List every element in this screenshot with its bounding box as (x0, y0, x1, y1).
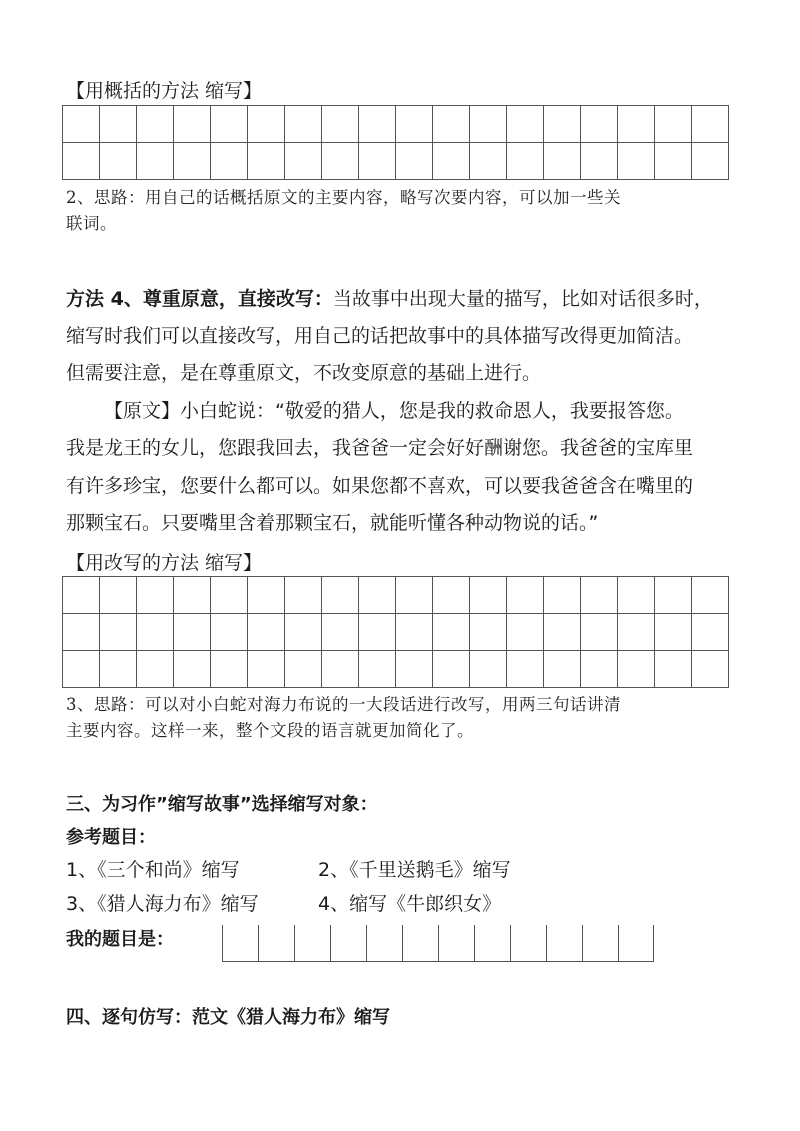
grid-cell[interactable] (248, 614, 285, 651)
grid-cell[interactable] (63, 651, 100, 688)
grid-cell[interactable] (692, 143, 729, 180)
grid-cell[interactable] (359, 577, 396, 614)
grid-cell[interactable] (211, 106, 248, 143)
grid-cell[interactable] (322, 651, 359, 688)
grid-cell[interactable] (322, 143, 359, 180)
grid-cell[interactable] (285, 143, 322, 180)
grid-cell[interactable] (544, 143, 581, 180)
original-text-line-4: 那颗宝石。只要嘴里含着那颗宝石，就能听懂各种动物说的话。” (66, 512, 599, 534)
grid-cell[interactable] (100, 651, 137, 688)
grid-cell[interactable] (285, 614, 322, 651)
summary-tip-line-2: 联词。 (66, 214, 117, 233)
grid-cell[interactable] (174, 143, 211, 180)
grid-cell[interactable] (507, 614, 544, 651)
method4-line-1 (66, 284, 713, 311)
grid-cell[interactable] (618, 143, 655, 180)
grid-cell[interactable] (137, 651, 174, 688)
grid-cell[interactable] (211, 577, 248, 614)
writing-grid-summary[interactable] (62, 105, 729, 180)
my-topic-label: 我的题目是： (66, 929, 174, 950)
grid-cell[interactable] (470, 143, 507, 180)
grid-cell[interactable] (366, 925, 402, 961)
section3-title: 三、为习作”缩写故事”选择缩写对象： (66, 794, 378, 815)
rewrite-method-heading: 【用改写的方法 缩写】 (66, 552, 263, 574)
grid-cell[interactable] (474, 925, 510, 961)
grid-cell[interactable] (137, 614, 174, 651)
method4-line-1-text: 当故事中出现大量的描写，比如对话很多时， (332, 288, 713, 310)
grid-cell[interactable] (63, 106, 100, 143)
grid-cell[interactable] (258, 925, 294, 961)
grid-cell[interactable] (396, 143, 433, 180)
grid-cell[interactable] (507, 106, 544, 143)
grid-cell[interactable] (618, 106, 655, 143)
method4-line-3: 但需要注意，是在尊重原文，不改变原意的基础上进行。 (66, 362, 542, 384)
grid-cell[interactable] (285, 577, 322, 614)
summary-method-heading: 【用概括的方法 缩写】 (66, 80, 263, 102)
grid-row (63, 106, 729, 143)
grid-cell[interactable] (174, 614, 211, 651)
grid-cell[interactable] (359, 143, 396, 180)
grid-cell[interactable] (285, 106, 322, 143)
reference-topics-label: 参考题目： (66, 827, 156, 848)
grid-row (63, 143, 729, 180)
grid-cell[interactable] (544, 614, 581, 651)
grid-cell[interactable] (137, 143, 174, 180)
grid-cell[interactable] (248, 106, 285, 143)
method4-label: 方法 4、尊重原意，直接改写： (66, 288, 333, 310)
grid-cell[interactable] (582, 925, 618, 961)
topic-4: 4、缩写《牛郎织女》 (318, 893, 502, 915)
grid-cell[interactable] (100, 143, 137, 180)
grid-cell[interactable] (359, 614, 396, 651)
grid-cell[interactable] (433, 614, 470, 651)
grid-cell[interactable] (174, 577, 211, 614)
grid-cell[interactable] (222, 925, 258, 961)
grid-cell[interactable] (322, 106, 359, 143)
grid-cell[interactable] (433, 143, 470, 180)
grid-cell[interactable] (248, 577, 285, 614)
grid-cell[interactable] (655, 143, 692, 180)
grid-row (63, 651, 729, 688)
grid-cell[interactable] (285, 651, 322, 688)
grid-row (63, 577, 729, 614)
grid-cell[interactable] (544, 651, 581, 688)
grid-cell[interactable] (63, 614, 100, 651)
grid-cell[interactable] (618, 614, 655, 651)
section4-title: 四、逐句仿写：范文《猎人海力布》缩写 (66, 1007, 390, 1028)
original-text-line-1: 【原文】小白蛇说：“敬爱的猎人，您是我的救命恩人，我要报答您。 (104, 400, 684, 422)
grid-cell[interactable] (211, 143, 248, 180)
topic-1: 1、《三个和尚》缩写 (66, 859, 240, 881)
grid-cell[interactable] (100, 106, 137, 143)
writing-grid-rewrite[interactable] (62, 576, 729, 688)
grid-cell[interactable] (396, 651, 433, 688)
grid-cell[interactable] (692, 651, 729, 688)
grid-cell[interactable] (544, 106, 581, 143)
grid-cell[interactable] (433, 577, 470, 614)
grid-cell[interactable] (330, 925, 366, 961)
grid-cell[interactable] (692, 106, 729, 143)
grid-cell[interactable] (100, 577, 137, 614)
grid-cell[interactable] (137, 577, 174, 614)
grid-cell[interactable] (63, 143, 100, 180)
grid-cell[interactable] (510, 925, 546, 961)
grid-cell[interactable] (322, 577, 359, 614)
grid-cell[interactable] (174, 651, 211, 688)
grid-cell[interactable] (359, 651, 396, 688)
grid-cell[interactable] (402, 925, 438, 961)
topic-2: 2、《千里送鹅毛》缩写 (318, 859, 511, 881)
grid-cell[interactable] (692, 577, 729, 614)
grid-cell[interactable] (433, 651, 470, 688)
grid-cell[interactable] (359, 106, 396, 143)
grid-cell[interactable] (211, 651, 248, 688)
grid-cell[interactable] (396, 614, 433, 651)
grid-cell[interactable] (211, 614, 248, 651)
grid-cell[interactable] (546, 925, 582, 961)
grid-cell[interactable] (438, 925, 474, 961)
grid-row (63, 614, 729, 651)
rewrite-tip-line-2: 主要内容。这样一来，整个文段的语言就更加简化了。 (66, 721, 474, 740)
grid-cell[interactable] (137, 106, 174, 143)
original-text-line-3: 有许多珍宝，您要什么都可以。如果您都不喜欢，可以要我爸爸含在嘴里的 (66, 475, 694, 497)
grid-cell[interactable] (396, 577, 433, 614)
grid-cell[interactable] (507, 651, 544, 688)
grid-cell[interactable] (248, 651, 285, 688)
grid-cell[interactable] (433, 106, 470, 143)
grid-cell[interactable] (618, 577, 655, 614)
my-topic-grid[interactable] (222, 925, 654, 962)
grid-cell[interactable] (470, 614, 507, 651)
grid-cell[interactable] (63, 577, 100, 614)
grid-cell[interactable] (507, 577, 544, 614)
grid-cell[interactable] (470, 651, 507, 688)
grid-cell[interactable] (470, 577, 507, 614)
grid-cell[interactable] (655, 106, 692, 143)
grid-cell[interactable] (618, 651, 655, 688)
topic-3: 3、《猎人海力布》缩写 (66, 893, 259, 915)
grid-cell[interactable] (544, 577, 581, 614)
grid-cell[interactable] (618, 925, 654, 961)
grid-cell[interactable] (581, 143, 618, 180)
grid-cell[interactable] (655, 614, 692, 651)
grid-cell[interactable] (655, 577, 692, 614)
grid-cell[interactable] (100, 614, 137, 651)
summary-tip-line-1: 2、思路：用自己的话概括原文的主要内容，略写次要内容，可以加一些关 (66, 188, 621, 207)
grid-cell[interactable] (470, 106, 507, 143)
grid-cell[interactable] (174, 106, 211, 143)
grid-cell[interactable] (581, 577, 618, 614)
method4-line-2: 缩写时我们可以直接改写，用自己的话把故事中的具体描写改得更加简洁。 (66, 325, 694, 347)
original-text-line-2: 我是龙王的女儿，您跟我回去，我爸爸一定会好好酬谢您。我爸爸的宝库里 (66, 437, 694, 459)
grid-cell[interactable] (581, 614, 618, 651)
rewrite-tip-line-1: 3、思路：可以对小白蛇对海力布说的一大段话进行改写，用两三句话讲清 (66, 695, 621, 714)
grid-cell[interactable] (507, 143, 544, 180)
grid-cell[interactable] (322, 614, 359, 651)
grid-cell[interactable] (248, 143, 285, 180)
grid-cell[interactable] (294, 925, 330, 961)
grid-cell[interactable] (581, 651, 618, 688)
grid-cell[interactable] (692, 614, 729, 651)
grid-cell[interactable] (655, 651, 692, 688)
grid-cell[interactable] (396, 106, 433, 143)
grid-cell[interactable] (581, 106, 618, 143)
